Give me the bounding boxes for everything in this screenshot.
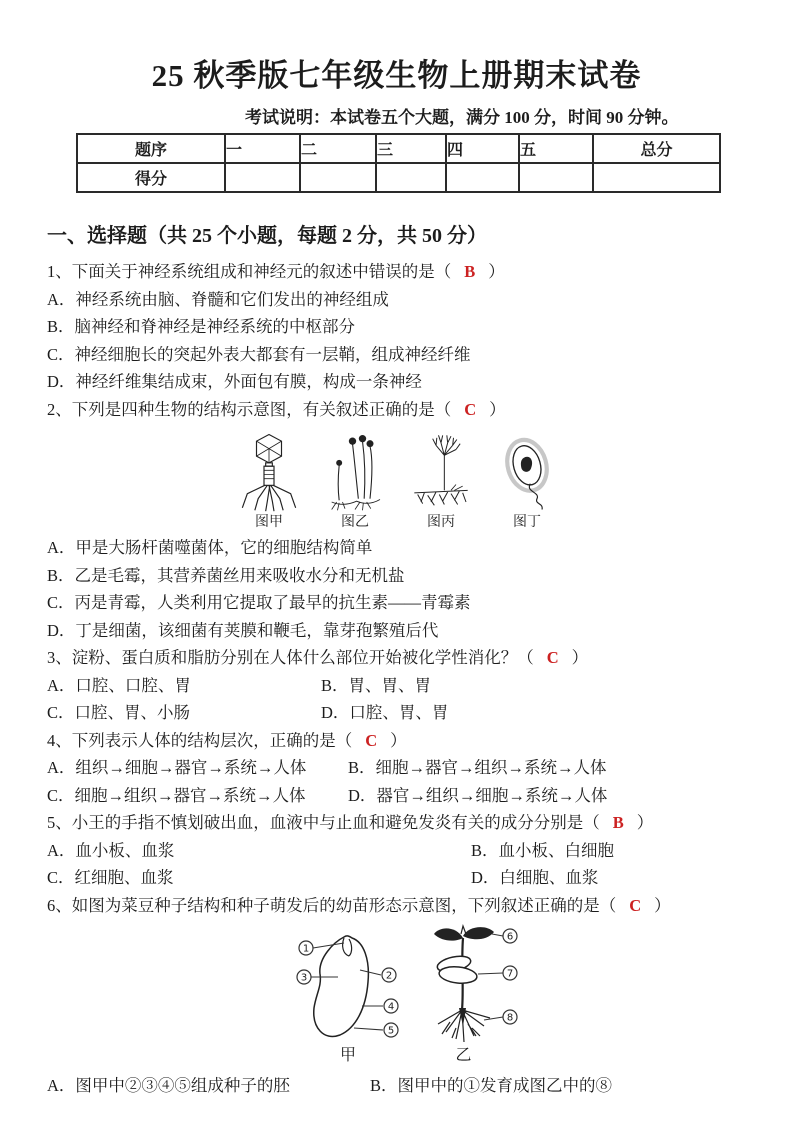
label-5 bbox=[384, 1023, 398, 1037]
svg-text:4: 4 bbox=[387, 1001, 395, 1013]
option-c: C．红细胞、血浆 bbox=[47, 868, 174, 887]
label-7 bbox=[503, 966, 517, 980]
score-cell bbox=[376, 163, 446, 192]
option-a: A．口腔、口腔、胃 bbox=[47, 675, 191, 695]
bacteriophage-icon bbox=[229, 432, 309, 512]
option-a: A．神经系统由脑、脊髓和它们发出的神经组成 bbox=[47, 289, 389, 309]
option-row bbox=[47, 672, 746, 700]
option-row bbox=[47, 782, 746, 810]
seed-diagram bbox=[292, 924, 404, 1066]
bacterium-icon bbox=[487, 432, 567, 512]
option-d: D．器官→组织→细胞→系统→人体 bbox=[348, 785, 608, 805]
svg-text:2: 2 bbox=[385, 970, 393, 982]
seed-and-seedling-figures bbox=[292, 924, 746, 1066]
score-cell bbox=[225, 163, 300, 192]
option-a: A．血小板、血浆 bbox=[47, 840, 175, 860]
question-3 bbox=[47, 644, 746, 727]
option-a: A．甲是大肠杆菌噬菌体，它的细胞结构简单 bbox=[47, 538, 373, 557]
option-b: B．乙是毛霉，其营养菌丝用来吸收水分和无机盐 bbox=[47, 565, 405, 585]
score-table-score-row bbox=[77, 163, 720, 192]
answer-letter: C bbox=[464, 399, 477, 419]
option-c: C．神经细胞长的突起外表大都套有一层鞘，组成神经纤维 bbox=[47, 344, 471, 364]
answer-letter: C bbox=[546, 648, 559, 667]
score-cell bbox=[519, 163, 593, 192]
svg-text:1: 1 bbox=[302, 943, 310, 955]
option-row bbox=[47, 837, 746, 865]
svg-text:8: 8 bbox=[506, 1012, 514, 1024]
stem-close: ） bbox=[571, 648, 589, 667]
stem-text: 4、下列表示人体的结构层次，正确的是（ bbox=[47, 730, 353, 750]
score-table-header-cell: 二 bbox=[300, 134, 376, 163]
option-row bbox=[47, 1072, 746, 1100]
question-4-stem bbox=[47, 727, 746, 755]
stem-text: 1、下面关于神经系统组成和神经元的叙述中错误的是（ bbox=[47, 262, 452, 281]
question-1 bbox=[47, 258, 746, 396]
figure-caption: 图甲 bbox=[255, 515, 283, 530]
score-table-header-cell: 四 bbox=[446, 134, 519, 163]
bean-seed-icon bbox=[292, 924, 404, 1046]
answer-letter: B bbox=[612, 813, 624, 832]
option-row bbox=[47, 754, 746, 782]
stem-close: ） bbox=[488, 262, 505, 281]
option-b: B．血小板、白细胞 bbox=[471, 840, 615, 860]
label-6 bbox=[503, 929, 517, 943]
option-c: C．口腔、胃、小肠 bbox=[47, 703, 191, 722]
question-3-stem bbox=[47, 644, 746, 672]
option-d: D．口腔、胃、胃 bbox=[321, 703, 449, 722]
score-table-header-cell: 三 bbox=[376, 134, 446, 163]
label-3 bbox=[297, 970, 311, 984]
option-row bbox=[47, 699, 746, 727]
score-cell bbox=[593, 163, 720, 192]
penicillium-figure bbox=[400, 432, 482, 532]
stem-close: ） bbox=[636, 813, 654, 832]
label-8 bbox=[503, 1010, 517, 1024]
question-2 bbox=[47, 396, 746, 645]
score-row-label: 得分 bbox=[77, 163, 225, 192]
question-6-stem bbox=[47, 892, 746, 920]
figure-caption: 乙 bbox=[455, 1047, 472, 1064]
option-b: B．细胞→器官→组织→系统→人体 bbox=[348, 758, 607, 777]
option-b: B．脑神经和脊神经是神经系统的中枢部分 bbox=[47, 317, 356, 336]
score-table-header-row bbox=[77, 134, 720, 163]
seedling-icon bbox=[406, 924, 521, 1046]
svg-text:7: 7 bbox=[506, 968, 514, 980]
question-2-stem bbox=[47, 396, 746, 424]
page-title: 25 秋季版七年级生物上册期末试卷 bbox=[151, 58, 642, 93]
stem-close: ） bbox=[489, 399, 506, 419]
score-cell bbox=[300, 163, 376, 192]
figure-caption: 图乙 bbox=[341, 515, 369, 530]
label-4 bbox=[384, 999, 398, 1013]
option-d: D．丁是细菌，该细菌有荚膜和鞭毛，靠芽孢繁殖后代 bbox=[47, 620, 439, 640]
question-6 bbox=[47, 892, 746, 1100]
option-a: A．图甲中②③④⑤组成种子的胚 bbox=[47, 1076, 290, 1095]
option-row bbox=[47, 864, 746, 892]
answer-letter: B bbox=[464, 262, 476, 281]
option-b: B．胃、胃、胃 bbox=[321, 675, 432, 695]
svg-text:6: 6 bbox=[506, 931, 514, 943]
bacteriophage-figure bbox=[228, 432, 310, 532]
label-2 bbox=[382, 968, 396, 982]
seedling-diagram bbox=[406, 924, 521, 1066]
figure-caption: 甲 bbox=[339, 1047, 356, 1064]
question-5-stem bbox=[47, 809, 746, 837]
bacterium-figure bbox=[486, 432, 568, 532]
svg-text:3: 3 bbox=[300, 972, 308, 984]
answer-letter: C bbox=[629, 895, 642, 915]
option-c: C．细胞→组织→器官→系统→人体 bbox=[47, 785, 306, 805]
score-table-header-cell: 一 bbox=[225, 134, 300, 163]
organism-figures bbox=[228, 432, 746, 532]
stem-text: 3、淀粉、蛋白质和脂肪分别在人体什么部位开始被化学性消化？（ bbox=[47, 648, 534, 667]
svg-text:5: 5 bbox=[387, 1025, 395, 1037]
mucor-figure bbox=[314, 432, 396, 532]
stem-text: 6、如图为菜豆种子结构和种子萌发后的幼苗形态示意图，下列叙述正确的是（ bbox=[47, 895, 617, 915]
figure-caption: 图丁 bbox=[513, 515, 541, 530]
exam-note: 考试说明：本试卷五个大题，满分 100 分，时间 90 分钟。 bbox=[245, 108, 679, 127]
question-5 bbox=[47, 809, 746, 892]
figure-caption: 图丙 bbox=[427, 515, 455, 530]
score-cell bbox=[446, 163, 519, 192]
option-d: D．神经纤维集结成束，外面包有膜，构成一条神经 bbox=[47, 372, 422, 391]
option-d: D．白细胞、血浆 bbox=[471, 868, 599, 887]
score-table-header-cell: 总分 bbox=[593, 134, 720, 163]
stem-close: ） bbox=[390, 730, 407, 750]
penicillium-icon bbox=[401, 432, 481, 512]
stem-close: ） bbox=[654, 895, 671, 915]
question-4 bbox=[47, 727, 746, 810]
stem-text: 5、小王的手指不慎划破出血，血液中与止血和避免发炎有关的成分分别是（ bbox=[47, 813, 600, 832]
option-a: A．组织→细胞→器官→系统→人体 bbox=[47, 758, 307, 777]
section-heading: 一、选择题（共 25 个小题，每题 2 分，共 50 分） bbox=[47, 225, 487, 247]
answer-letter: C bbox=[365, 730, 378, 750]
stem-text: 2、下列是四种生物的结构示意图，有关叙述正确的是（ bbox=[47, 399, 452, 419]
option-b: B．图甲中的①发育成图乙中的⑧ bbox=[370, 1076, 613, 1095]
option-c: C．丙是青霉，人类利用它提取了最早的抗生素——青霉素 bbox=[47, 593, 471, 612]
label-1 bbox=[299, 941, 313, 955]
mucor-icon bbox=[315, 432, 395, 512]
score-table bbox=[76, 133, 721, 193]
score-table-header-cell: 五 bbox=[519, 134, 593, 163]
score-table-header-cell: 题序 bbox=[77, 134, 225, 163]
question-1-stem bbox=[47, 258, 746, 286]
